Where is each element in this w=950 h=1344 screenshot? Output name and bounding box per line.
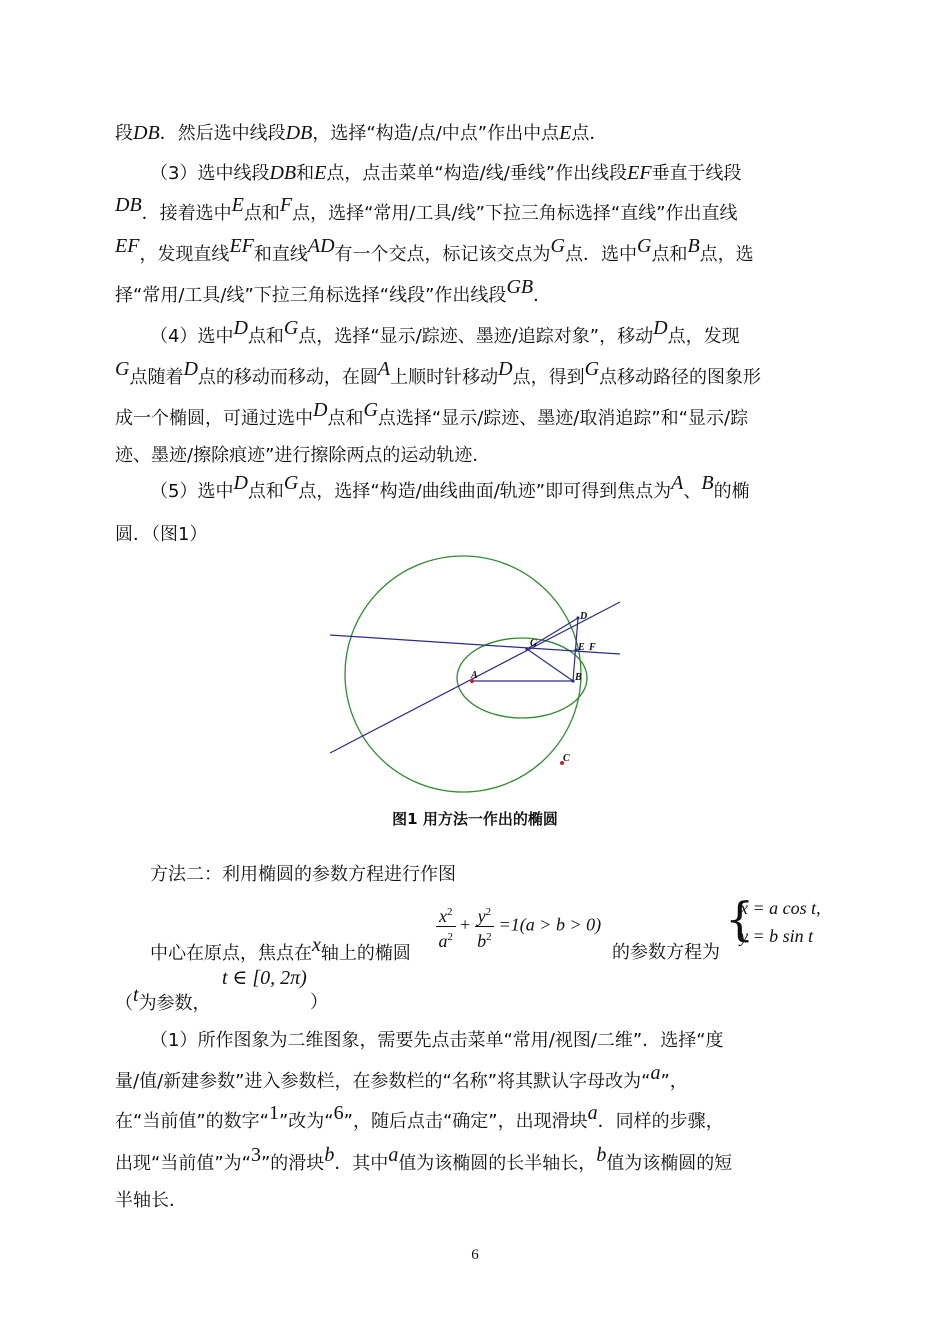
text-line-17: 出现“当前值”为“3”的滑块b．其中a值为该椭圆的长半轴长，b值为该椭圆的短 bbox=[115, 1144, 733, 1174]
label-g: G bbox=[530, 638, 538, 649]
ellipse-figure bbox=[0, 555, 950, 805]
text-line-13: （t为参数， bbox=[115, 984, 211, 1014]
text-line-3: DB．接着选中E点和F点，选择“常用/工具/线”下拉三角标选择“直线”作出直线 bbox=[115, 194, 738, 224]
label-d: D bbox=[580, 611, 588, 622]
text-line-6: （4）选中D点和G点，选择“显示/踪迹、墨迹/追踪对象”，移动D点，发现 bbox=[150, 317, 740, 347]
text-line-18: 半轴长． bbox=[115, 1190, 187, 1211]
label-e: E bbox=[578, 642, 585, 653]
param-equation-y: y = b sin t bbox=[740, 926, 814, 946]
label-c: C bbox=[563, 753, 570, 764]
text-line-12b: 的参数方程为 bbox=[612, 942, 720, 963]
text-line-16: 在“当前值”的数字“1”改为“6”，随后点击“确定”，出现滑块a．同样的步骤， bbox=[115, 1102, 724, 1132]
ellipse-equation: $\frac{x^2}{a^2}$ + $\frac{y^2}{b^2}$ =1(a > b > 0) bbox=[436, 902, 601, 951]
text-line-12: 中心在原点，焦点在x轴上的椭圆 bbox=[150, 934, 411, 964]
big-circle bbox=[345, 556, 581, 792]
label-b: B bbox=[575, 672, 582, 683]
label-a: A bbox=[471, 670, 478, 681]
text-line-9: 迹、墨迹/擦除痕迹”进行擦除两点的运动轨迹． bbox=[115, 445, 491, 466]
text-line-1: 段DB．然后选中线段DB，选择“构造/点/中点”作出中点E点． bbox=[115, 122, 608, 144]
system-brace: { bbox=[725, 892, 755, 946]
text-line-2: （3）选中线段DB和E点，点击菜单“构造/线/垂线”作出线段EF垂直于线段 bbox=[150, 162, 742, 184]
segment-gb bbox=[527, 649, 573, 681]
text-line-11: 圆．（图1） bbox=[115, 524, 208, 545]
point-g bbox=[525, 647, 528, 650]
param-equation-x: x = a cos t, bbox=[740, 898, 821, 918]
figure-caption: 图1 用方法一作出的椭圆 bbox=[392, 810, 558, 828]
text-line-10: （5）选中D点和G点，选择“构造/曲线曲面/轨迹”即可得到焦点为A、B的椭 bbox=[150, 472, 750, 502]
text-line-15: 量/值/新建参数”进入参数栏，在参数栏的“名称”将其默认字母改为“a”， bbox=[115, 1062, 688, 1092]
page-number: 6 bbox=[471, 1247, 479, 1263]
text-line-14: （1）所作图象为二维图象，需要先点击菜单“常用/视图/二维”．选择“度 bbox=[150, 1030, 724, 1051]
text-line-5: 择“常用/工具/线”下拉三角标选择“线段”作出线段GB． bbox=[115, 276, 552, 306]
label-f: F bbox=[589, 642, 596, 653]
method2-title: 方法二：利用椭圆的参数方程进行作图 bbox=[150, 864, 456, 885]
text-line-13b: ） bbox=[310, 992, 328, 1013]
text-line-8: 成一个椭圆，可通过选中D点和G点选择“显示/踪迹、墨迹/取消追踪”和“显示/踪 bbox=[115, 399, 749, 429]
text-line-7: G点随着D点的移动而移动，在圆A上顺时针移动D点，得到G点移动路径的图象形 bbox=[115, 358, 762, 388]
text-line-4: EF，发现直线EF和直线AD有一个交点，标记该交点为G点．选中G点和B点，选 bbox=[115, 235, 754, 265]
t-range: t ∈ [0, 2π) bbox=[222, 967, 307, 989]
